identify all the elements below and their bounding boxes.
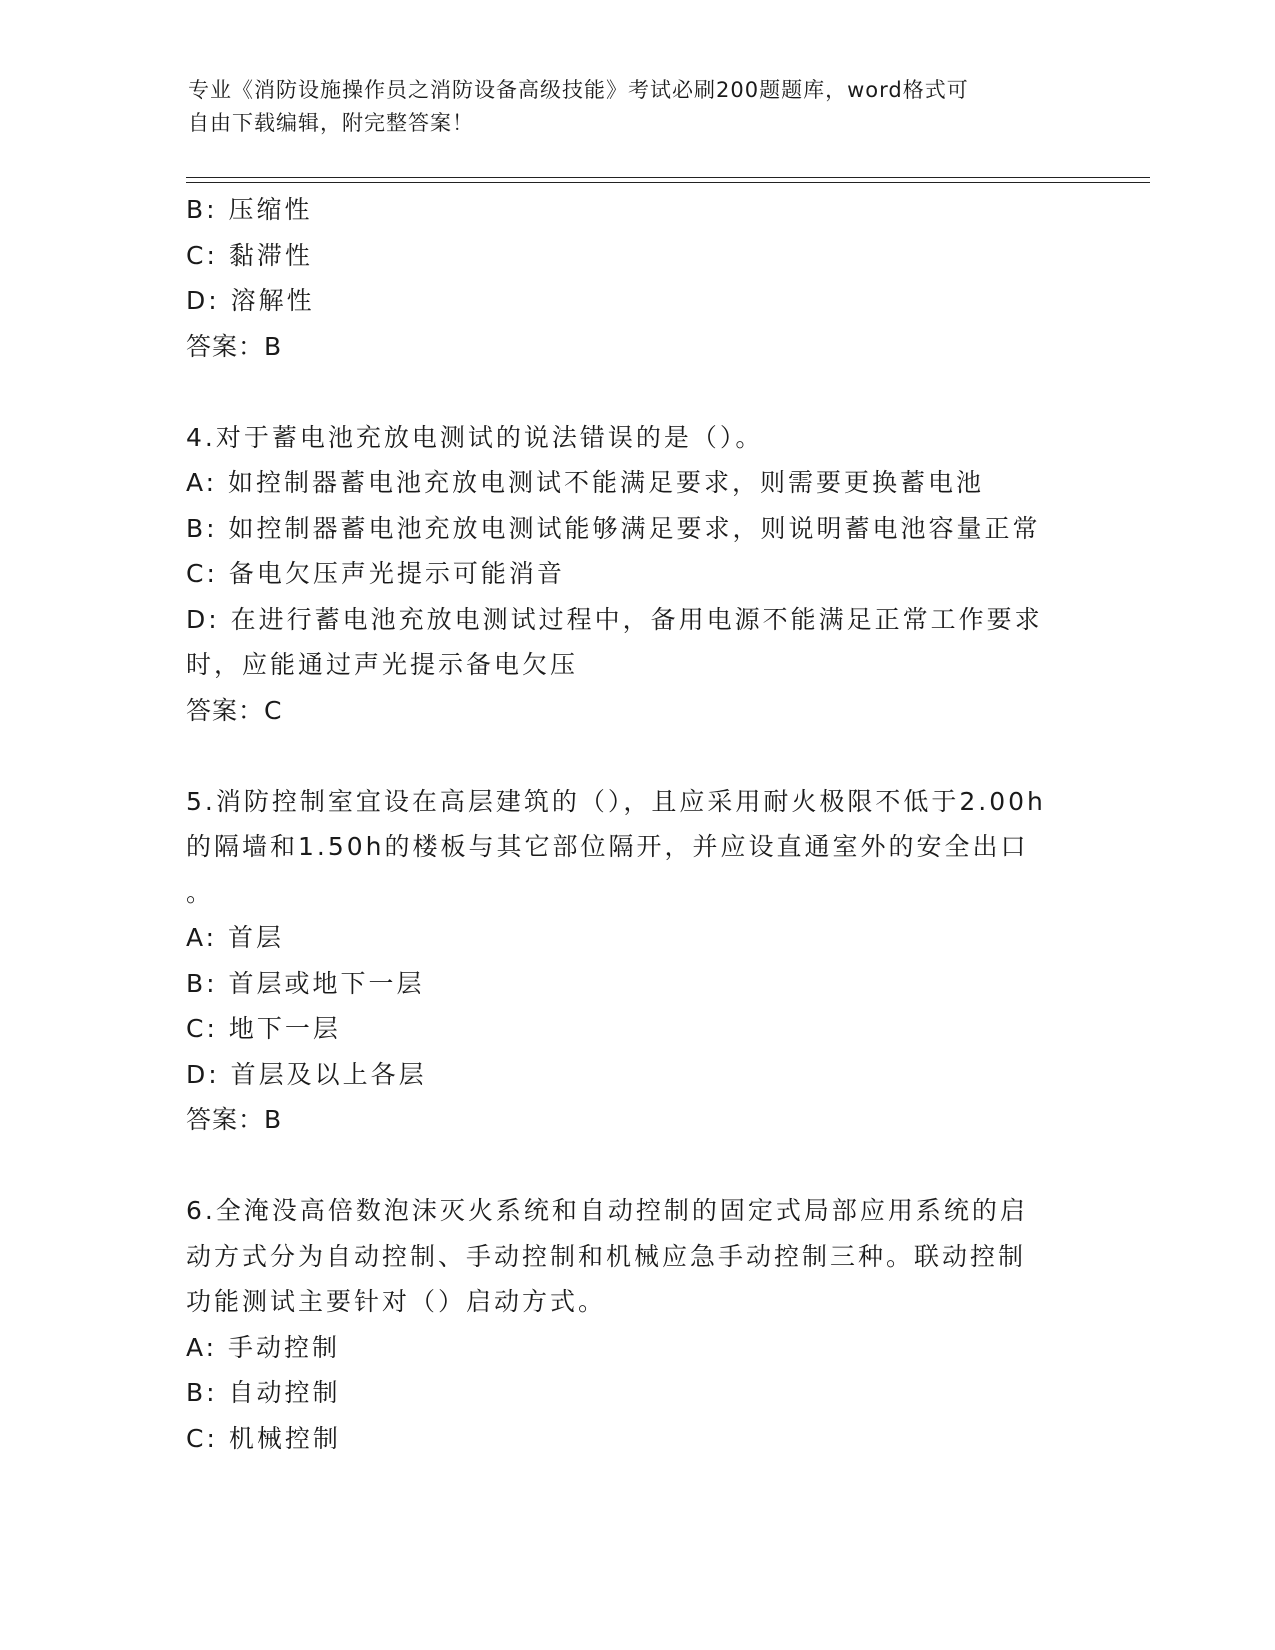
question-stem-line-2: 动方式分为自动控制、手动控制和机械应急手动控制三种。联动控制 (186, 1241, 1027, 1271)
question-4 (186, 415, 1086, 734)
question-stem-line-1: 6.全淹没高倍数泡沫灭火系统和自动控制的固定式局部应用系统的启 (186, 1196, 1028, 1225)
option-d: D: 首层及以上各层 (186, 1059, 427, 1089)
question-stem-line-3: 。 (186, 877, 215, 907)
option-b: B: 压缩性 (186, 195, 313, 224)
question-list (186, 187, 1086, 1461)
answer: 答案：C (186, 695, 283, 725)
question-stem-line-1: 5.消防控制室宜设在高层建筑的（），且应采用耐火极限不低于2.00h (186, 786, 1046, 816)
question-stem: 4.对于蓄电池充放电测试的说法错误的是（）。 (186, 422, 764, 452)
option-d-continued: 时，应能通过声光提示备电欠压 (186, 650, 579, 679)
option-c: C: 备电欠压声光提示可能消音 (186, 559, 565, 588)
question-5 (186, 779, 1086, 1143)
option-b: B: 如控制器蓄电池充放电测试能够满足要求，则说明蓄电池容量正常 (186, 513, 1041, 543)
option-c: C: 机械控制 (186, 1423, 341, 1453)
option-d: D: 在进行蓄电池充放电测试过程中，备用电源不能满足正常工作要求 (186, 604, 1043, 634)
question-3 (186, 187, 1086, 369)
option-c: C: 地下一层 (186, 1014, 341, 1043)
option-c: C: 黏滞性 (186, 240, 313, 270)
answer: 答案：B (186, 331, 283, 361)
header-line-1: 专业《消防设施操作员之消防设备高级技能》考试必刷200题题库，word格式可 (188, 78, 969, 102)
option-a: A: 如控制器蓄电池充放电测试不能满足要求，则需要更换蓄电池 (186, 468, 985, 497)
option-a: A: 手动控制 (186, 1332, 341, 1362)
question-stem-line-3: 功能测试主要针对（）启动方式。 (186, 1287, 607, 1316)
option-b: B: 首层或地下一层 (186, 968, 425, 998)
option-b: B: 自动控制 (186, 1378, 341, 1407)
question-stem-line-2: 的隔墙和1.50h的楼板与其它部位隔开，并应设直通室外的安全出口 (186, 832, 1029, 861)
header-divider (186, 177, 1150, 183)
question-6 (186, 1188, 1086, 1461)
answer: 答案：B (186, 1105, 283, 1134)
option-a: A: 首层 (186, 923, 285, 952)
header-line-2: 自由下载编辑，附完整答案！ (188, 111, 474, 135)
page-header (188, 74, 1088, 140)
option-d: D: 溶解性 (186, 286, 315, 315)
